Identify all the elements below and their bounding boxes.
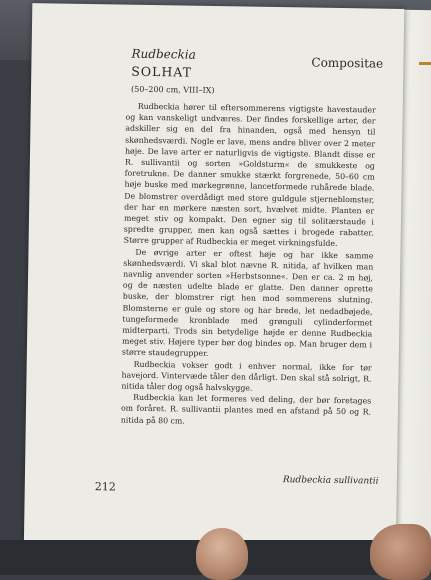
thumb-left [196,528,248,580]
paragraph-3: Rudbeckia vokser godt i enhver normal, ikke for tør havejord. Vintervæde tåler den dårligt. Den skal stå solrigt, R. nitida tåler dog også halvskygge. [121,359,372,393]
body-text [121,101,376,430]
figure-caption: Rudbeckia sullivantii [282,475,379,487]
page-content [24,3,405,561]
page-number: 212 [94,480,116,494]
paragraph-1: Rudbeckia hører til eftersommerens vigtigste havestauder og kan vanskeligt undværes. Der findes forskellige arter, der adskiller sig en del fra hinanden, også med hensyn til skønhedsværdi. Nogle er lave, mens andre bliver over 2 meter høje. De lave arter er naturligvis de vigtigste. Blandt disse er R. sullivantii og sorten »Goldsturm« de smukkeste og foretrukne. De danner smukke stærkt forgrenede, 50–60 cm høje buske med mørkegrønne, lancetformede ruhårede blade. De blomstrer overdådigt med store guldgule stjerneblomster, der har en mørkere næsten sort, hvælvet midte. Planten er meget stiv og kompakt. Den egner sig til solitærstaude i spredte grupper, men kan også sættes i brogede rabatter. Større grupper af Rudbeckia er meget virkningsfulde. [123,101,376,249]
paragraph-4: Rudbeckia kan let formeres ved deling, der bør foretages om foråret. R. sullivantii plantes med en afstand på 50 og R. nitida på 80 cm. [120,393,372,426]
family-label: Compositae [311,55,384,71]
book-page [24,3,405,561]
page-title: SOLHAT [131,63,193,80]
bookmark-ribbon [419,62,431,65]
thumb-right [370,524,431,580]
genus-label: Rudbeckia [131,46,196,62]
paragraph-2: De øvrige arter er oftest høje og har ikke samme skønhedsværdi. Vi skal blot nævne R. nitida, af hvilken man navnlig anvender sorten »Herbstsonne«. Den er ca. 2 m høj, og de næsten udelte blade er glatte. Den danner oprette buske, der blomstrer rigt hen mod sommerens slutning. Blomsterne er gule og store og har brede, let nedadbøjede, tungeformede kronblade med grønguli cylinderformet midterparti. Trods sin betydelige højde er denne Rudbeckia meget stiv. Højere typer bør dog bindes op. Man bruger dem i større staudegrupper. [121,247,374,359]
height-season-range: (50–200 cm, VIII–IX) [130,84,215,95]
